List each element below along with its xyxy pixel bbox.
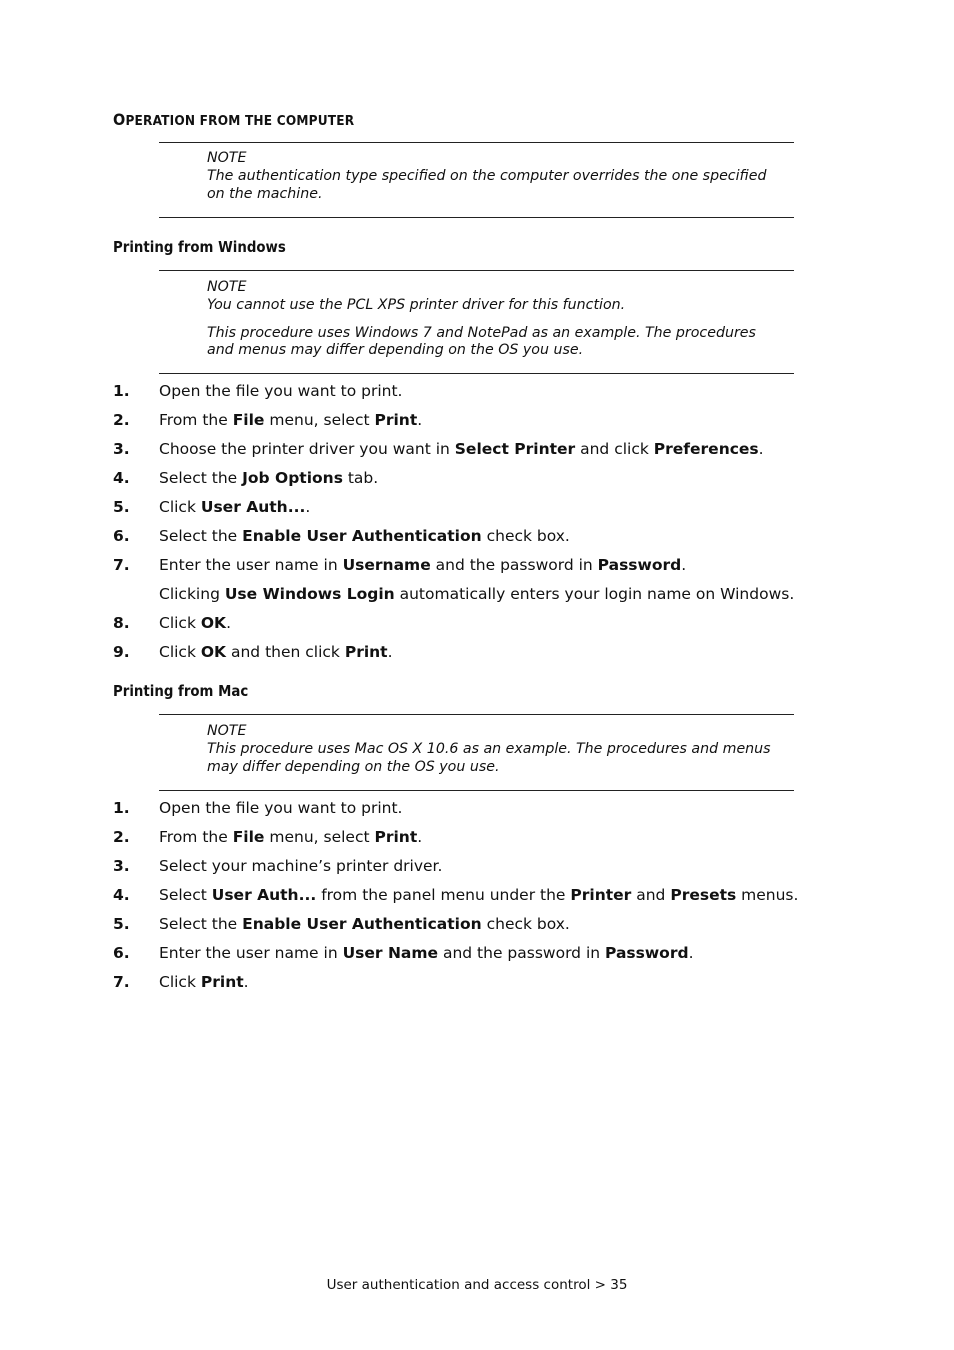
list-item <box>113 943 873 972</box>
step-text <box>159 497 310 517</box>
step-ui-term: Username <box>342 556 431 574</box>
step-text-fragment: from the panel menu under the <box>316 886 571 904</box>
step-number: 1. <box>113 799 130 817</box>
step-ui-term: Password <box>597 556 682 574</box>
list-item <box>113 381 873 410</box>
step-ui-term: Presets <box>670 886 737 904</box>
step-number: 5. <box>113 498 130 516</box>
step-text-fragment: Select the <box>159 527 243 545</box>
step-text-fragment: . <box>387 643 393 661</box>
list-item <box>113 885 873 914</box>
list-item <box>113 827 873 856</box>
step-text-fragment: and then click <box>226 643 345 661</box>
step-text <box>159 642 393 662</box>
step-text-fragment: . <box>417 828 423 846</box>
step-text <box>159 526 570 546</box>
list-item <box>113 439 873 468</box>
list-item <box>113 555 873 584</box>
step-text-fragment: and <box>631 886 671 904</box>
step-text-fragment: menu, select <box>264 411 375 429</box>
step-ui-term: Use Windows Login <box>224 585 395 603</box>
note-label: NOTE <box>207 150 247 166</box>
step-number: 2. <box>113 411 130 429</box>
step-text-fragment: menus. <box>736 886 799 904</box>
step-text <box>159 827 422 847</box>
step-text <box>159 439 764 459</box>
step-text-fragment: automatically enters your login name on Windows. <box>394 585 795 603</box>
step-ui-term: Job Options <box>242 469 343 487</box>
step-number: 8. <box>113 614 130 632</box>
step-text-fragment: Select your machine’s printer driver. <box>159 857 443 875</box>
note-label: NOTE <box>207 723 247 739</box>
mac-step-list <box>113 798 873 1001</box>
step-text-fragment: Click <box>159 973 201 991</box>
step-text <box>159 381 402 401</box>
note-text: You cannot use the PCL XPS printer driver for this function. <box>207 296 626 313</box>
step-text-fragment: . <box>688 944 694 962</box>
step-text <box>159 972 249 992</box>
step-text <box>159 856 442 876</box>
step-text <box>159 798 402 818</box>
heading-printing-from-mac: Printing from Mac <box>113 682 249 700</box>
step-text-fragment: From the <box>159 828 233 846</box>
step-ui-term: User Name <box>342 944 439 962</box>
step-number: 7. <box>113 556 130 574</box>
section-title-rest: PERATION FROM THE COMPUTER <box>125 113 355 129</box>
list-item <box>113 798 873 827</box>
windows-step-list <box>113 381 873 671</box>
step-text-fragment: Open the file you want to print. <box>159 382 403 400</box>
step-ui-term: Enable User Authentication <box>242 915 482 933</box>
note-text: The authentication type specified on the computer overrides the one specified on the machine. <box>207 167 767 202</box>
step-text <box>159 555 686 575</box>
step-number: 6. <box>113 527 130 545</box>
step-text-fragment: . <box>758 440 764 458</box>
step-text-fragment: . <box>243 973 249 991</box>
step-text-fragment: . <box>417 411 423 429</box>
step-number: 5. <box>113 915 130 933</box>
step-text-fragment: Choose the printer driver you want in <box>159 440 455 458</box>
step-ui-term: Print <box>200 973 244 991</box>
list-item <box>113 642 873 671</box>
step-ui-term: Print <box>344 643 388 661</box>
step-number: 7. <box>113 973 130 991</box>
note-bottom-rule <box>159 790 794 791</box>
step-text-fragment: . <box>226 614 231 632</box>
step-ui-term: Print <box>374 828 418 846</box>
step-ui-term: Password <box>605 944 689 962</box>
step-text-fragment: Enter the user name in <box>159 944 343 962</box>
note-label: NOTE <box>207 279 247 295</box>
step-number: 3. <box>113 857 130 875</box>
step-text-fragment: Select the <box>159 915 243 933</box>
step-text <box>159 613 231 633</box>
list-item <box>113 856 873 885</box>
step-text <box>159 468 378 488</box>
step-text-fragment: . <box>681 556 687 574</box>
list-item <box>113 410 873 439</box>
step-text-fragment: Select <box>159 886 212 904</box>
step-number: 4. <box>113 469 130 487</box>
step-ui-term: Select Printer <box>454 440 576 458</box>
step-ui-term: User Auth... <box>211 886 317 904</box>
step-text <box>159 584 794 604</box>
step-text <box>159 410 422 430</box>
step-text-fragment: Click <box>159 498 201 516</box>
list-item <box>113 972 873 1001</box>
note-bottom-rule <box>159 373 794 374</box>
step-ui-term: OK <box>200 614 227 632</box>
step-ui-term: Preferences <box>653 440 759 458</box>
note-bottom-rule <box>159 217 794 218</box>
note-top-rule <box>159 714 794 715</box>
step-ui-term: Printer <box>570 886 632 904</box>
step-text-fragment: Click <box>159 614 201 632</box>
step-ui-term: File <box>232 411 265 429</box>
section-title-initial: O <box>113 110 126 129</box>
step-text-fragment: tab. <box>342 469 379 487</box>
step-ui-term: Print <box>374 411 418 429</box>
note-box-auth <box>207 150 787 203</box>
step-text-fragment: check box. <box>481 915 570 933</box>
step-number: 4. <box>113 886 130 904</box>
step-text-fragment: From the <box>159 411 233 429</box>
list-item <box>113 497 873 526</box>
step-number: 6. <box>113 944 130 962</box>
step-text-fragment: Clicking <box>159 585 225 603</box>
note-top-rule <box>159 270 794 271</box>
list-item <box>113 613 873 642</box>
list-item <box>113 584 873 613</box>
step-ui-term: User Auth... <box>200 498 306 516</box>
step-text-fragment: Select the <box>159 469 243 487</box>
note-box-mac <box>207 723 787 776</box>
step-text <box>159 943 694 963</box>
step-text <box>159 914 570 934</box>
step-text-fragment: Enter the user name in <box>159 556 343 574</box>
list-item <box>113 914 873 943</box>
heading-printing-from-windows: Printing from Windows <box>113 238 286 256</box>
list-item <box>113 526 873 555</box>
step-ui-term: File <box>232 828 265 846</box>
step-text-fragment: and click <box>575 440 654 458</box>
note-box-windows <box>207 279 787 360</box>
note-top-rule <box>159 142 794 143</box>
step-text-fragment: menu, select <box>264 828 375 846</box>
step-ui-term: Enable User Authentication <box>242 527 482 545</box>
step-text-fragment: and the password in <box>430 556 598 574</box>
note-text: This procedure uses Mac OS X 10.6 as an example. The procedures and menus may differ depending on the OS you use. <box>207 740 771 775</box>
step-text-fragment: . <box>305 498 311 516</box>
list-item <box>113 468 873 497</box>
step-number: 1. <box>113 382 130 400</box>
page-footer: User authentication and access control > 35 <box>326 1277 628 1293</box>
step-text-fragment: check box. <box>481 527 570 545</box>
step-text-fragment: and the password in <box>438 944 605 962</box>
step-text-fragment: Click <box>159 643 201 661</box>
step-text-fragment: Open the file you want to print. <box>159 799 403 817</box>
step-text <box>159 885 798 905</box>
step-number: 3. <box>113 440 130 458</box>
step-ui-term: OK <box>200 643 227 661</box>
step-number: 2. <box>113 828 130 846</box>
step-number: 9. <box>113 643 130 661</box>
section-title <box>113 110 354 129</box>
note-text: This procedure uses Windows 7 and NotePad as an example. The procedures and menus may differ depending on the OS you use. <box>207 324 756 359</box>
